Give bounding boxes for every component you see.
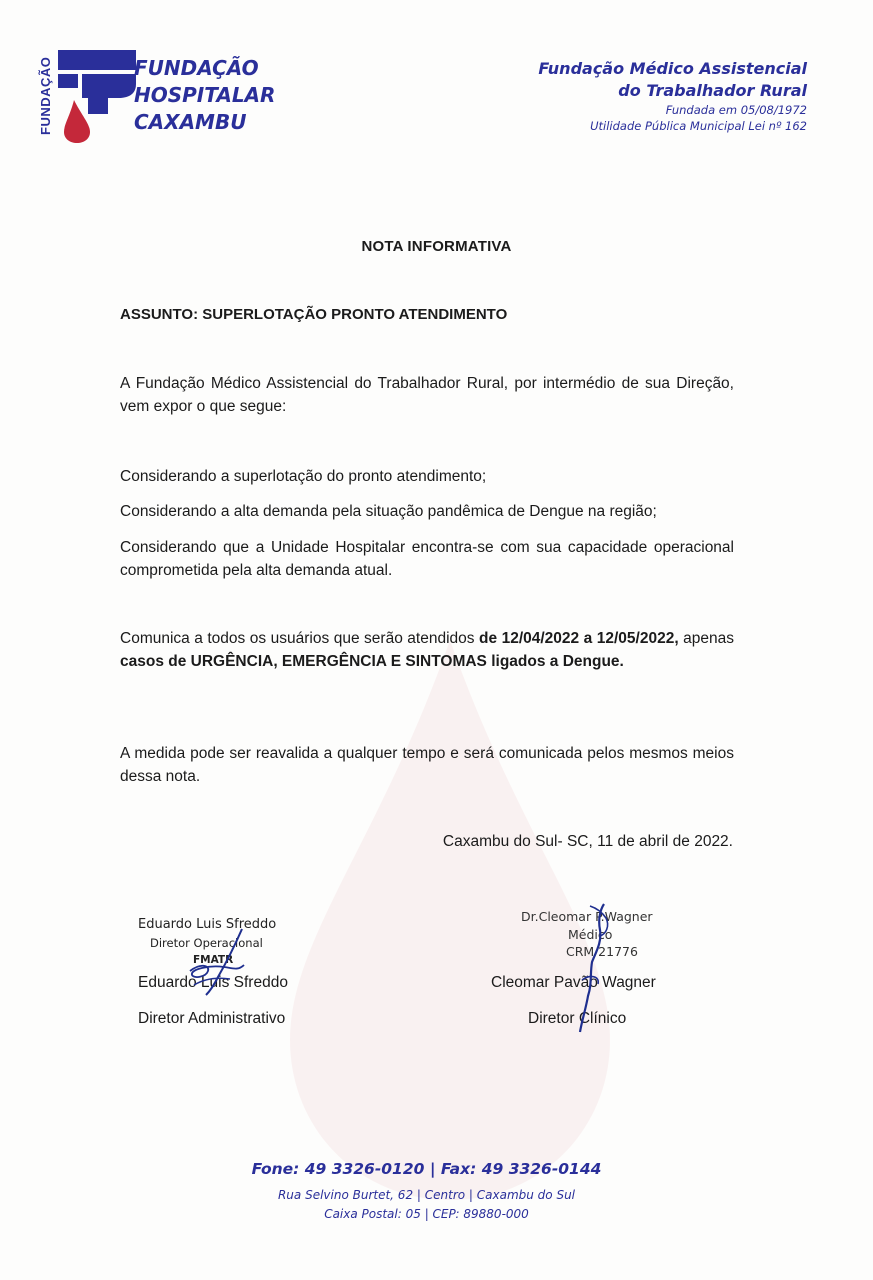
logo-vertical-text: FUNDAÇÃO <box>38 56 53 135</box>
logo-wordmark <box>134 55 294 136</box>
left-signer-role: Diretor Administrativo <box>138 1010 286 1027</box>
right-stamp-crm: CRM 21776 <box>566 944 638 959</box>
right-signer-role: Diretor Clínico <box>528 1010 627 1027</box>
logo-line-1: FUNDAÇÃO <box>134 56 259 80</box>
right-signer-name: Cleomar Pavão Wagner <box>491 974 656 991</box>
footer-address-1: Rua Selvino Burtet, 62 | Centro | Caxambu do Sul <box>277 1188 576 1202</box>
communication-cases: casos de URGÊNCIA, EMERGÊNCIA E SINTOMAS ligados a Dengue. <box>120 653 624 670</box>
institution-name-2: do Trabalhador Rural <box>618 81 807 100</box>
communication-text-2: apenas <box>678 630 734 647</box>
intro-paragraph: A Fundação Médico Assistencial do Trabalhador Rural, por intermédio de sua Direção, vem expor o que segue: <box>120 375 734 415</box>
hospital-logo-icon <box>38 48 138 143</box>
right-stamp-name: Dr.Cleomar P.Wagner <box>521 909 653 924</box>
logo-line-2: HOSPITALAR <box>134 83 276 107</box>
left-stamp-role: Diretor Operacional <box>150 936 263 950</box>
institution-header <box>538 58 807 134</box>
consider-paragraph-3: Considerando que a Unidade Hospitalar encontra-se com sua capacidade operacional comprometida pela alta demanda atual. <box>120 539 734 579</box>
footer-address-2: Caixa Postal: 05 | CEP: 89880-000 <box>324 1207 529 1221</box>
right-stamp-role: Médico <box>568 927 613 942</box>
document-date: Caxambu do Sul- SC, 11 de abril de 2022. <box>442 833 733 850</box>
communication-period: de 12/04/2022 a 12/05/2022, <box>479 630 679 647</box>
logo-line-3: CAXAMBU <box>134 110 247 134</box>
left-stamp-org: FMATR <box>193 954 234 966</box>
consider-paragraph-2: Considerando a alta demanda pela situação pandêmica de Dengue na região; <box>120 503 657 520</box>
left-handwritten-signature <box>180 925 260 1000</box>
document-subject: ASSUNTO: SUPERLOTAÇÃO PRONTO ATENDIMENTO <box>120 306 508 323</box>
right-handwritten-signature <box>570 900 620 1035</box>
measure-paragraph: A medida pode ser reavalida a qualquer tempo e será comunicada pelos mesmos meios dessa nota. <box>120 745 734 785</box>
left-stamp-name: Eduardo Luis Sfreddo <box>138 917 277 932</box>
communication-text-1: Comunica a todos os usuários que serão atendidos <box>120 630 480 647</box>
document-title: NOTA INFORMATIVA <box>361 238 512 255</box>
footer-contact: Fone: 49 3326-0120 | Fax: 49 3326-0144 <box>251 1160 602 1178</box>
institution-name-1: Fundação Médico Assistencial <box>538 59 807 78</box>
foundation-date: Fundada em 05/08/1972 <box>665 103 807 117</box>
public-utility-law: Utilidade Pública Municipal Lei nº 162 <box>590 119 807 133</box>
consider-paragraph-1: Considerando a superlotação do pronto atendimento; <box>120 468 487 485</box>
left-signer-name: Eduardo Luis Sfreddo <box>138 974 288 991</box>
communication-paragraph <box>120 627 734 673</box>
